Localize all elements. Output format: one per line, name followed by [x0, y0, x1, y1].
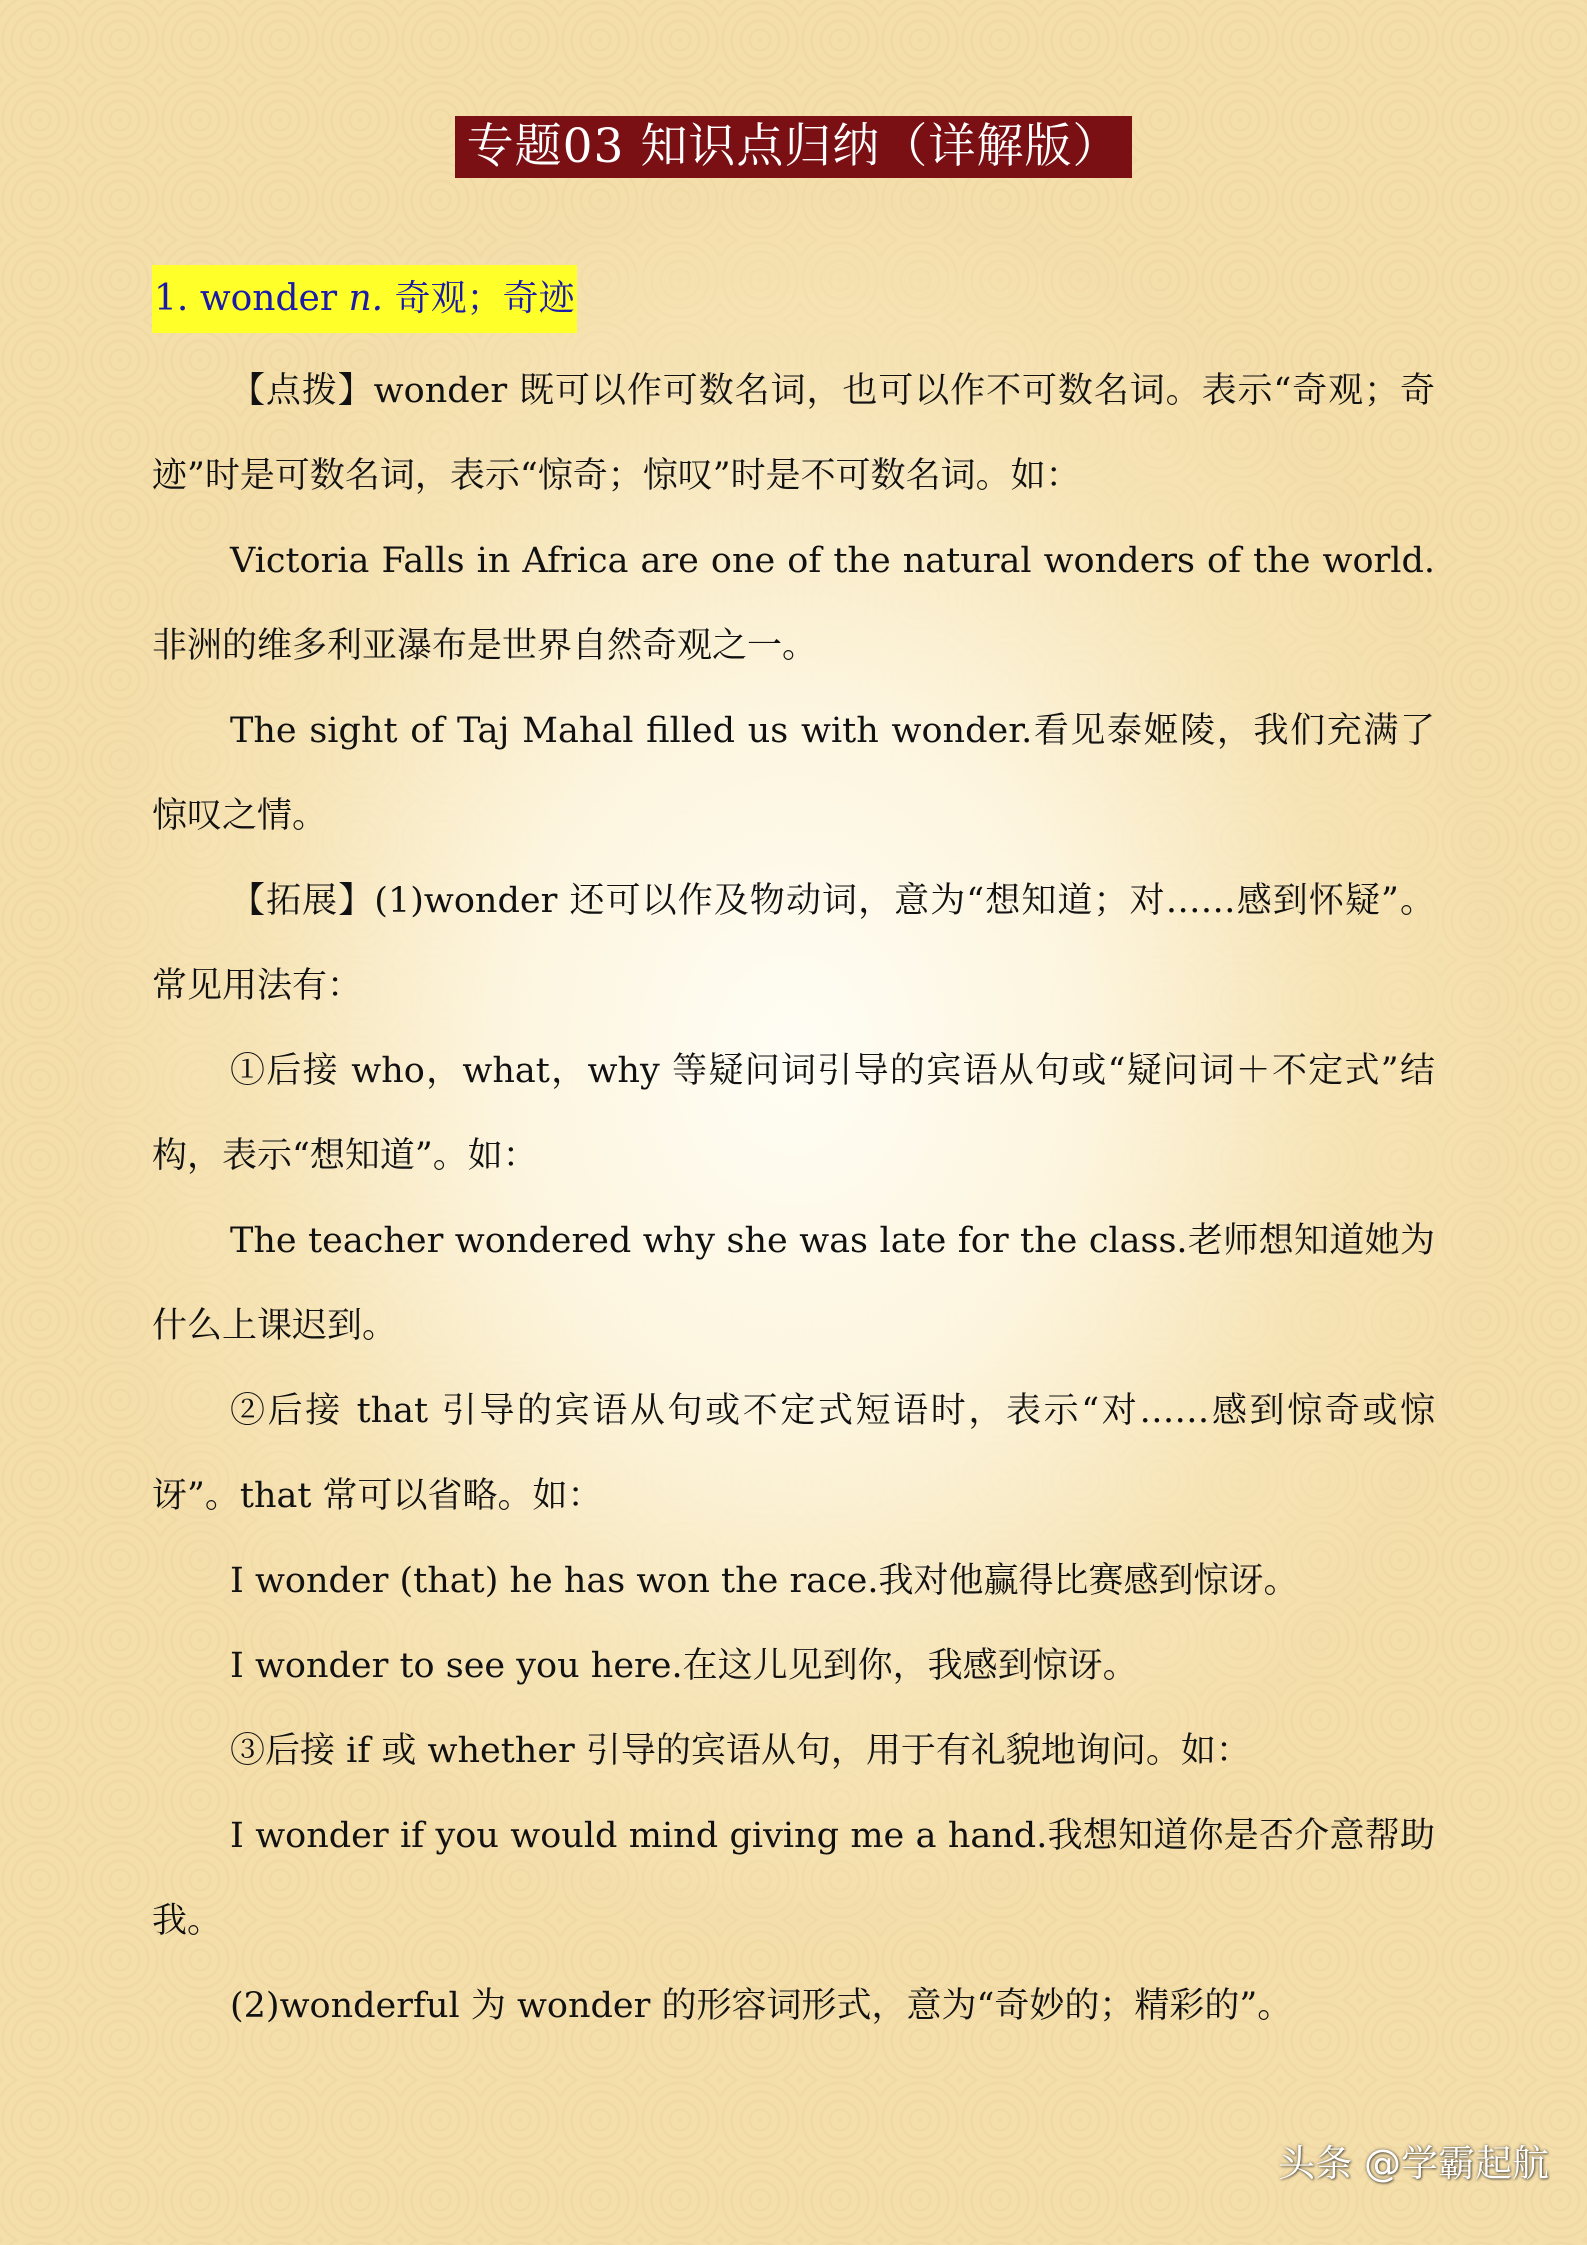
paragraph-example-see-you: I wonder to see you here.在这儿见到你，我感到惊讶。	[230, 1646, 1138, 1686]
paragraph-example-taj-mahal: The sight of Taj Mahal filled us with wonder.看见泰姬陵，我们充满了惊叹之情。	[152, 711, 1435, 836]
paragraph-example-teacher: The teacher wondered why she was late for the class.老师想知道她为什么上课迟到。	[152, 1221, 1435, 1346]
heading-meaning: 奇观；奇迹	[394, 278, 575, 319]
page-title: 专题03 知识点归纳（详解版）	[455, 116, 1133, 178]
document-body	[152, 265, 1435, 2049]
paragraph-usage-2: ②后接 that 引导的宾语从句或不定式短语时，表示“对……感到惊奇或惊讶”。that 常可以省略。如：	[152, 1391, 1435, 1516]
title-container	[0, 116, 1587, 178]
paragraph-usage-1: ①后接 who，what，why 等疑问词引导的宾语从句或“疑问词＋不定式”结构，表示“想知道”。如：	[152, 1051, 1435, 1176]
paragraph-example-victoria-falls: Victoria Falls in Africa are one of the natural wonders of the world.非洲的维多利亚瀑布是世界自然奇观之一。	[152, 541, 1435, 666]
paragraph-extension: 【拓展】(1)wonder 还可以作及物动词，意为“想知道；对……感到怀疑”。常见用法有：	[152, 881, 1435, 1006]
heading-number: 1.	[154, 278, 189, 319]
paragraph-wonderful: (2)wonderful 为 wonder 的形容词形式，意为“奇妙的；精彩的”。	[230, 1986, 1293, 2026]
paragraph-tip: 【点拨】wonder 既可以作可数名词，也可以作不可数名词。表示“奇观；奇迹”时是可数名词，表示“惊奇；惊叹”时是不可数名词。如：	[152, 371, 1435, 496]
paragraph-example-hand: I wonder if you would mind giving me a hand.我想知道你是否介意帮助我。	[152, 1816, 1435, 1941]
section-heading	[152, 265, 577, 333]
paragraph-usage-3: ③后接 if 或 whether 引导的宾语从句，用于有礼貌地询问。如：	[230, 1731, 1251, 1771]
heading-word: wonder	[199, 278, 338, 319]
paragraph-example-race: I wonder (that) he has won the race.我对他赢得比赛感到惊讶。	[230, 1561, 1299, 1601]
heading-part-of-speech: n.	[348, 278, 384, 319]
watermark: 头条 @学霸起航	[1278, 2142, 1549, 2185]
